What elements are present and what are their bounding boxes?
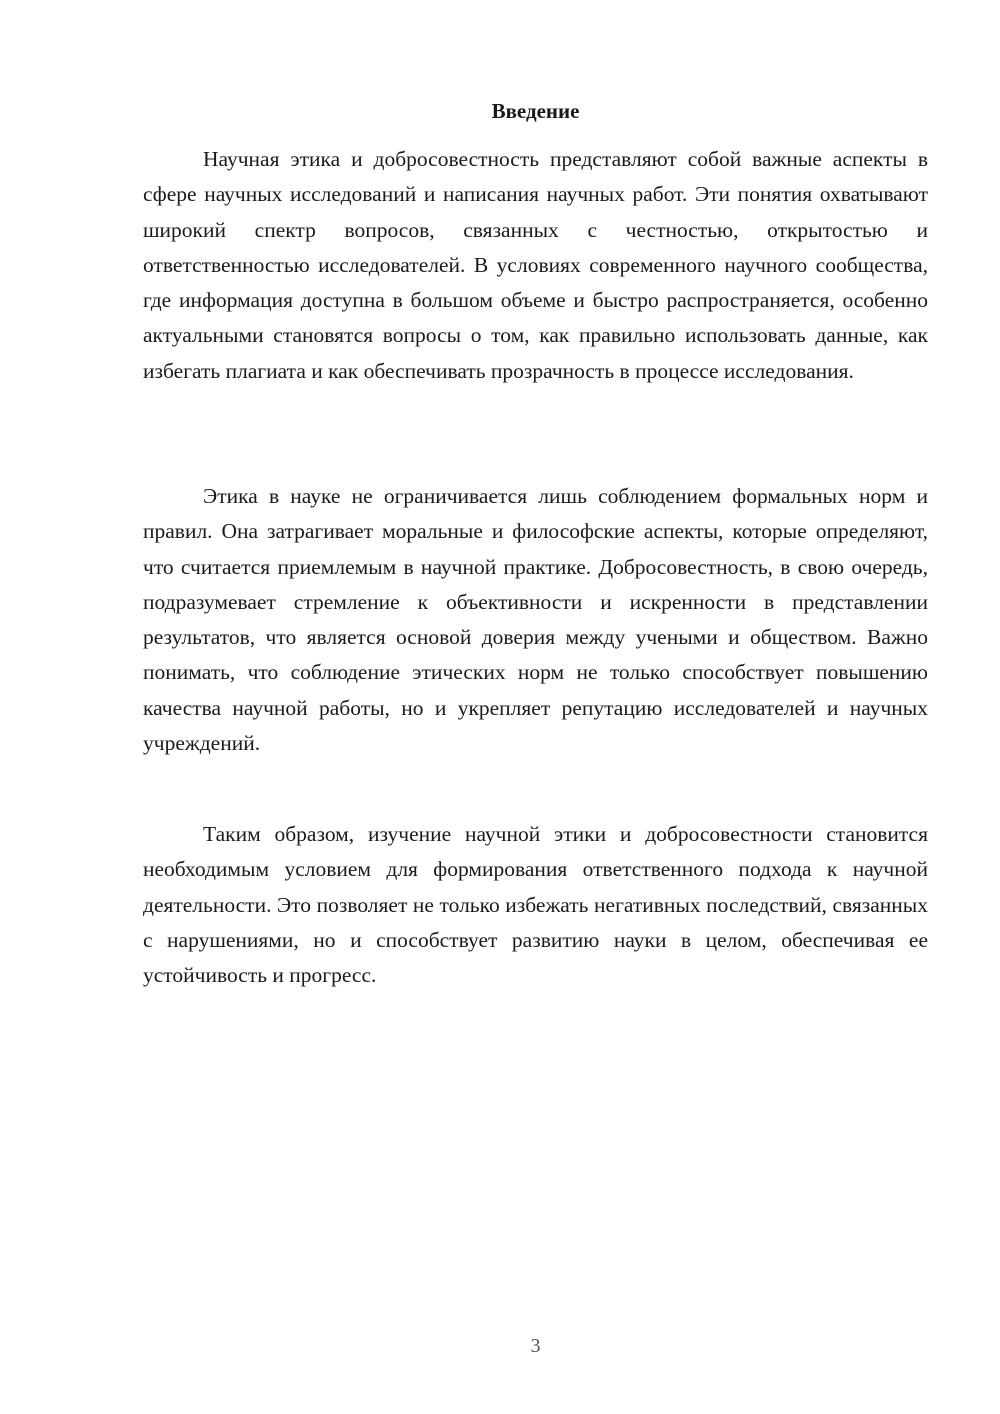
paragraph-1: Научная этика и добросовестность представляют собой важные аспекты в сфере научных исследований и написания научных работ. Эти понятия охватывают широкий спектр вопросов, связанных с честностью, открытостью и ответственностью исследователей. В условиях современного научного сообщества, где информация доступна в большом объеме и быстро распространяется, особенно актуальными становятся вопросы о том, как правильно использовать данные, как избегать плагиата и как обеспечивать прозрачность в процессе исследования.: [143, 147, 928, 383]
paragraph-3: Таким образом, изучение научной этики и добросовестности становится необходимым условием для формирования ответственного подхода к научной деятельности. Это позволяет не только избежать негативных последствий, связанных с нарушениями, но и способствует развитию науки в целом, обеспечивая ее устойчивость и прогресс.: [143, 822, 928, 988]
section-heading: Введение: [491, 99, 580, 123]
paragraph-2: Этика в науке не ограничивается лишь соблюдением формальных норм и правил. Она затрагивает моральные и философские аспекты, которые определяют, что считается приемлемым в научной практике. Добросовестность, в свою очередь, подразумевает стремление к объективности и искренности в представлении результатов, что является основой доверия между учеными и обществом. Важно понимать, что соблюдение этических норм не только способствует повышению качества научной работы, но и укрепляет репутацию исследователей и научных учреждений.: [143, 484, 928, 756]
page-number: 3: [530, 1335, 541, 1357]
